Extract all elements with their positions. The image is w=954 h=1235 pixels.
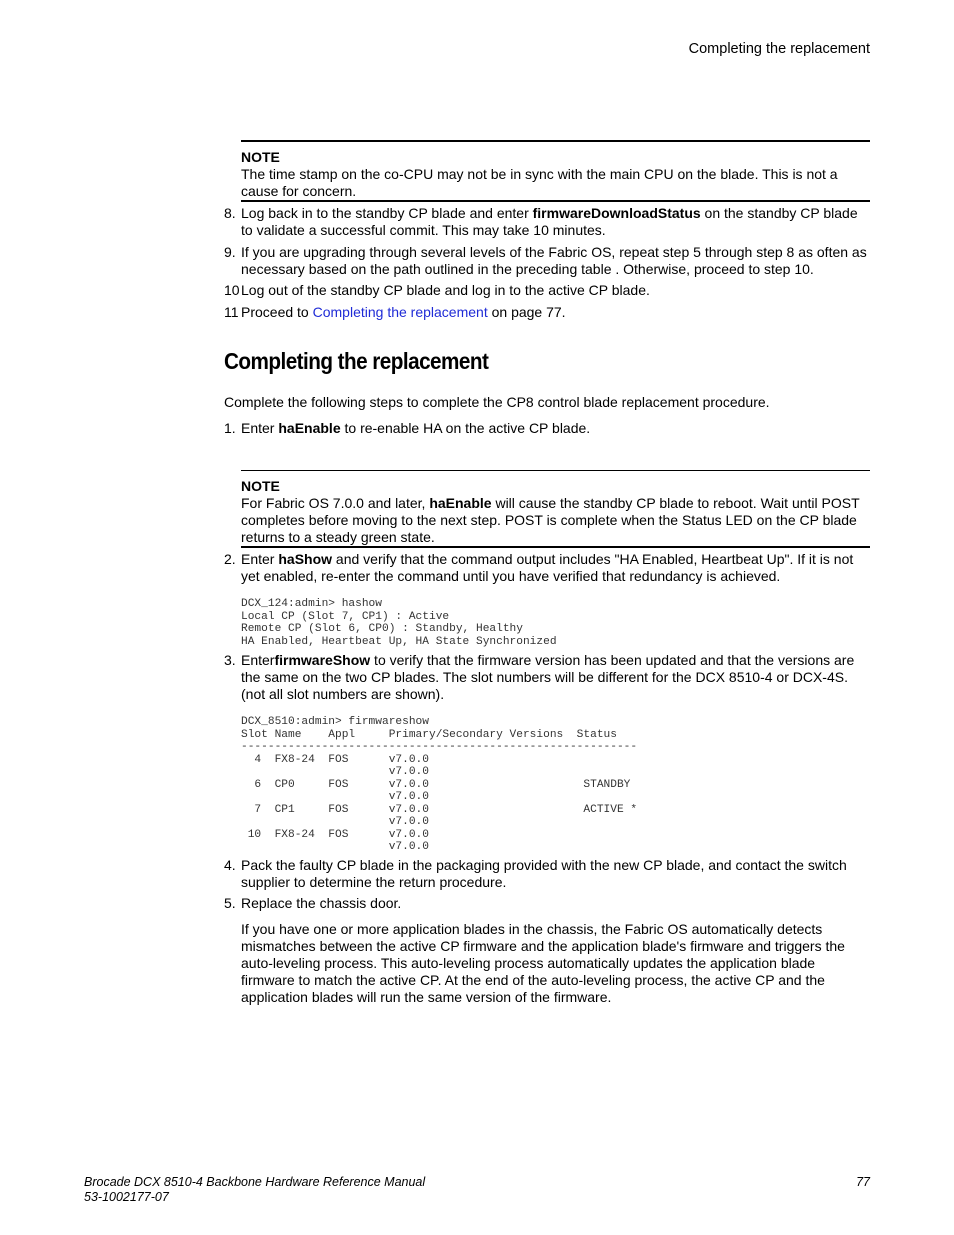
footer-doc-number: 53-1002177-07 [84, 1190, 169, 1204]
note-title: NOTE [241, 149, 280, 165]
footer-title: Brocade DCX 8510-4 Backbone Hardware Reference Manual [84, 1175, 426, 1189]
note-box [241, 478, 870, 546]
command-name: haEnable [429, 495, 492, 511]
list-item: 8. Log back in to the standby CP blade and enter firmwareDownloadStatus on the standby CP blade to validate a successful commit. This may take 10 minutes. [224, 205, 858, 238]
list-item: 4. Pack the faulty CP blade in the packaging provided with the new CP blade, and contact the switch supplier to determine the return procedure. [224, 857, 847, 890]
note-top-rule [241, 140, 870, 142]
page-number: 77 [856, 1175, 870, 1189]
command-name: haEnable [278, 420, 341, 436]
list-item: 9. If you are upgrading through several levels of the Fabric OS, repeat step 5 through step 8 as often as necessary based on the path outlined in the preceding table . Otherwise, proceed to step 10. [224, 244, 867, 277]
list-item: 1. Enter haEnable to re-enable HA on the active CP blade. [224, 420, 591, 436]
list-item: 11 Proceed to Completing the replacement on page 77. [224, 304, 566, 320]
note-text: For Fabric OS 7.0.0 and later, haEnable will cause the standby CP blade to reboot. Wait until POST completes before moving to the next step. POST is complete when the Status LED on the CP blade returns to a steady green state. [241, 495, 860, 545]
note-top-rule [241, 470, 870, 471]
section-title: Completing the replacement [224, 348, 489, 374]
list-item: 5. Replace the chassis door. [224, 895, 402, 911]
closing-paragraph: If you have one or more application blades in the chassis, the Fabric OS automatically detects mismatches between the active CP firmware and the application blade's firmware and triggers the auto-leveling process. This auto-leveling process automatically updates the application blade firmware to match the active CP. At the end of the auto-leveling process, the active CP and the application blades will run the same version of the firmware. [241, 921, 845, 1005]
note-box [241, 149, 870, 200]
section-intro: Complete the following steps to complete the CP8 control blade replacement procedure. [224, 394, 770, 410]
note-bottom-rule [241, 200, 870, 202]
note-bottom-rule [241, 546, 870, 548]
list-item: 10 Log out of the standby CP blade and log in to the active CP blade. [224, 282, 650, 298]
running-header: Completing the replacement [688, 41, 870, 57]
list-item: 3. EnterfirmwareShow to verify that the firmware version has been updated and that the versions are the same on the two CP blades. The slot numbers will be different for the DCX 8510-4 or DCX-4S. (not all slot numbers are shown). [224, 652, 855, 702]
command-name: firmwareShow [274, 652, 371, 668]
note-title: NOTE [241, 478, 280, 494]
command-name: haShow [278, 551, 333, 567]
code-block-firmwareshow: DCX_8510:admin> firmwareshow Slot Name Appl Primary/Secondary Versions Status ----------------------------------------------------------- 4 FX8-24 FOS v7.0.0 v7.0.0 6 CP0 FOS v7.0.0 STANDBY v7.0.0 7 CP1 FOS v7.0.0 ACTIVE * v7.0.0 10 FX8-24 FOS v7.0.0 v7.0.0 [241, 716, 638, 853]
command-name: firmwareDownloadStatus [532, 205, 701, 221]
code-block-hashow: DCX_124:admin> hashow Local CP (Slot 7, CP1) : Active Remote CP (Slot 6, CP0) : Standby, Healthy HA Enabled, Heartbeat Up, HA State Synchronized [241, 598, 557, 648]
note-text: The time stamp on the co-CPU may not be in sync with the main CPU on the blade. This is not a cause for concern. [241, 166, 838, 199]
completing-replacement-link[interactable]: Completing the replacement [312, 304, 488, 320]
list-item: 2. Enter haShow and verify that the command output includes "HA Enabled, Heartbeat Up". If it is not yet enabled, re-enter the command until you have verified that redundancy is achieved. [224, 551, 854, 584]
